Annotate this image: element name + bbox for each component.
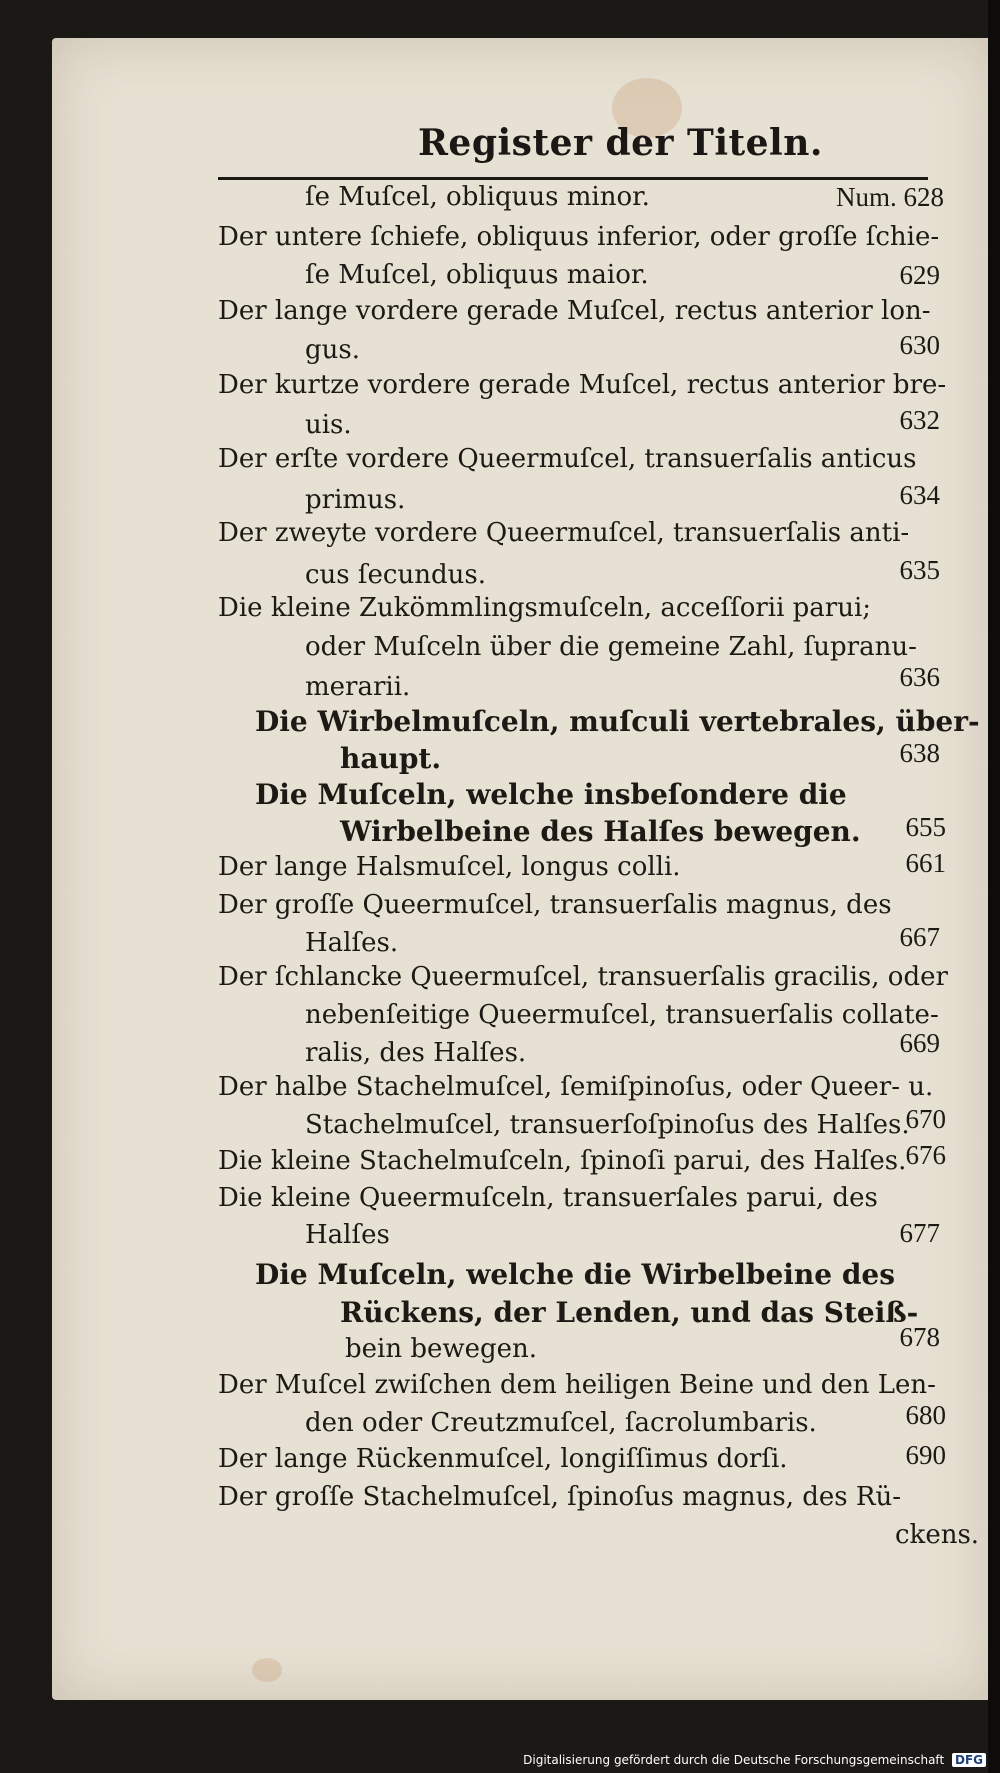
- entry-line: Der lange Rückenmuſcel, longiſſimus dorſi.: [218, 1444, 788, 1474]
- entry-number: 677: [899, 1218, 940, 1248]
- entry-line: Der erſte vordere Queermuſcel, transuerſalis anticus: [218, 444, 917, 474]
- entry-line: ralis, des Halſes.: [305, 1038, 527, 1068]
- digitization-credit: [523, 1753, 986, 1767]
- entry-number: 636: [899, 662, 940, 692]
- entry-line: nebenſeitige Queermuſcel, transuerſalis collate-: [305, 1000, 939, 1030]
- entry-number: 667: [899, 922, 940, 952]
- entry-number: 661: [905, 848, 946, 878]
- entry-number: 630: [899, 330, 940, 360]
- section-heading: Rückens, der Lenden, und das Steiß-: [340, 1296, 919, 1329]
- entry-line: den oder Creutzmuſcel, ſacrolumbaris.: [305, 1408, 817, 1438]
- entry-line: Stachelmuſcel, transuerſoſpinoſus des Halſes.: [305, 1110, 910, 1140]
- entry-line: Halſes.: [305, 928, 399, 958]
- entry-line: merarii.: [305, 672, 411, 702]
- credit-text: Digitalisierung gefördert durch die Deutsche Forschungsgemeinschaft: [523, 1753, 945, 1767]
- entry-line: Der lange vordere gerade Muſcel, rectus anterior lon-: [218, 296, 931, 326]
- entry-line: Der groſſe Queermuſcel, transuerſalis magnus, des: [218, 890, 892, 920]
- entry-line: cus ſecundus.: [305, 560, 486, 590]
- entry-line: gus.: [305, 335, 360, 365]
- entry-number: 634: [899, 480, 940, 510]
- entry-line: uis.: [305, 410, 352, 440]
- entry-line: ſe Muſcel, obliquus maior.: [305, 260, 649, 290]
- entry-line: Der lange Halsmuſcel, longus colli.: [218, 852, 681, 882]
- entry-number: 680: [905, 1400, 946, 1430]
- section-heading: Die Muſceln, welche insbeſondere die: [255, 778, 847, 811]
- entry-number: Num. 628: [836, 182, 944, 212]
- entry-line: Die kleine Queermuſceln, transuerſales parui, des: [218, 1183, 878, 1213]
- entry-line: oder Muſceln über die gemeine Zahl, ſupranu-: [305, 632, 917, 662]
- entry-line: Der groſſe Stachelmuſcel, ſpinoſus magnus, des Rü-: [218, 1482, 901, 1512]
- entry-line: Der zweyte vordere Queermuſcel, transuerſalis anti-: [218, 518, 910, 548]
- dfg-logo: DFG: [952, 1753, 986, 1767]
- entry-number: 638: [899, 738, 940, 768]
- entry-line: Der ſchlancke Queermuſcel, transuerſalis gracilis, oder: [218, 962, 948, 992]
- section-heading: bein bewegen.: [345, 1334, 538, 1364]
- entry-number: 670: [905, 1104, 946, 1134]
- section-heading: Die Wirbelmuſceln, muſculi vertebrales, über-: [255, 705, 980, 738]
- entry-line: Halſes: [305, 1220, 390, 1250]
- entry-number: 629: [899, 260, 940, 290]
- entry-number: 690: [905, 1440, 946, 1470]
- section-heading: Die Muſceln, welche die Wirbelbeine des: [255, 1258, 896, 1291]
- entry-line: Die kleine Zukömmlingsmuſceln, acceſſorii parui;: [218, 593, 872, 623]
- entry-line: Der untere ſchiefe, obliquus inferior, oder groſſe ſchie-: [218, 222, 940, 252]
- entry-line: ckens.: [895, 1520, 980, 1550]
- entry-line: Der halbe Stachelmuſcel, ſemiſpinoſus, oder Queer- u.: [218, 1072, 934, 1102]
- section-heading: haupt.: [340, 742, 442, 775]
- entry-line: Der kurtze vordere gerade Muſcel, rectus anterior bre-: [218, 370, 947, 400]
- entry-number: 655: [905, 812, 946, 842]
- entry-number: 678: [899, 1322, 940, 1352]
- entry-number: 669: [899, 1028, 940, 1058]
- entry-number: 632: [899, 405, 940, 435]
- entry-line: Der Muſcel zwiſchen dem heiligen Beine und den Len-: [218, 1370, 936, 1400]
- page-header: Register der Titeln.: [418, 122, 823, 164]
- entry-line: primus.: [305, 485, 406, 515]
- entry-number: 635: [899, 555, 940, 585]
- entry-number: 676: [905, 1140, 946, 1170]
- section-heading: Wirbelbeine des Halſes bewegen.: [340, 815, 861, 848]
- entry-line: Die kleine Stachelmuſceln, ſpinoſi parui, des Halſes.: [218, 1146, 907, 1176]
- entry-line: ſe Muſcel, obliquus minor.: [305, 182, 650, 212]
